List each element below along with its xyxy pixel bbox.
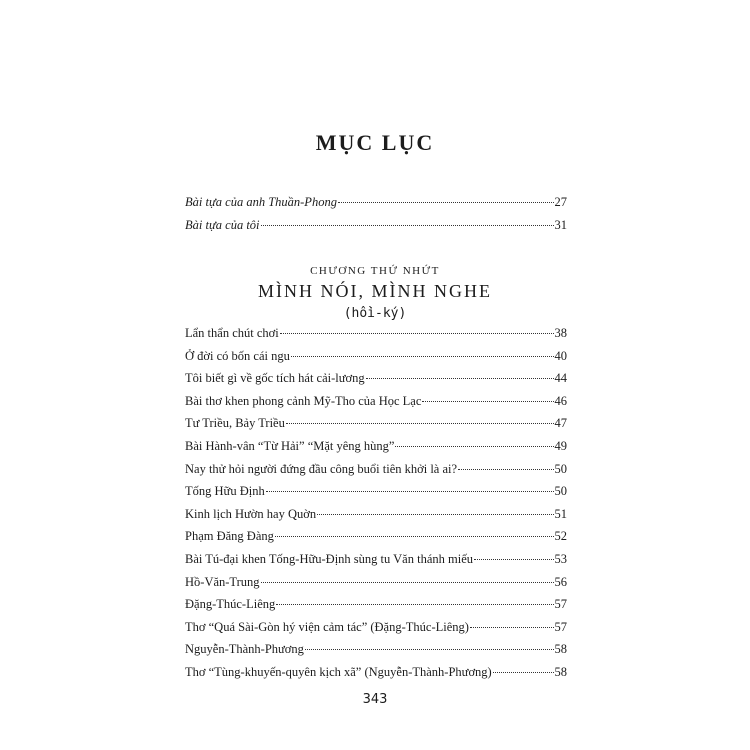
toc-entry — [185, 416, 567, 439]
toc-entry-title: Kinh lịch Hườn hay Quờn — [185, 506, 317, 521]
toc-entry-title: Nay thử hỏi người đứng đầu công buổi tiên khởi là ai? — [185, 461, 458, 476]
toc-entry-page: 57 — [554, 619, 567, 634]
toc-entry — [185, 529, 567, 552]
toc-entry — [185, 371, 567, 394]
toc-entry — [185, 195, 567, 218]
toc-entry-title: Ở đời có bốn cái ngu — [185, 348, 290, 363]
toc-entry-page: 38 — [554, 326, 567, 340]
toc-entry-page: 52 — [554, 529, 567, 544]
toc-entry-title: Tôi biết gì về gốc tích hát cải-lương — [185, 371, 365, 386]
chapter-toc — [185, 326, 567, 688]
toc-entry — [185, 462, 567, 485]
toc-entry — [185, 575, 567, 598]
toc-entry-page: 50 — [554, 461, 567, 476]
toc-entry-page: 49 — [554, 438, 567, 453]
toc-entry-page: 27 — [554, 195, 567, 209]
page-title: MỤC LỤC — [315, 130, 435, 155]
toc-entry-page: 46 — [554, 393, 567, 408]
toc-entry-page: 53 — [554, 551, 567, 566]
dot-leader — [275, 535, 554, 537]
toc-entry — [185, 218, 567, 241]
dot-leader — [305, 648, 554, 650]
toc-entry-page: 57 — [554, 597, 567, 612]
toc-entry-page: 50 — [554, 484, 567, 499]
chapter-kicker: CHƯƠNG THỨ NHỨT — [310, 265, 440, 277]
toc-entry-title: Thơ “Tùng-khuyến-quyên kịch xã” (Nguyễn-Thành-Phương) — [185, 664, 492, 679]
dot-leader — [366, 377, 554, 379]
chapter-title: MÌNH NÓI, MÌNH NGHE — [258, 281, 492, 301]
toc-entry-title: Bài tựa của tôi — [185, 217, 260, 232]
dot-leader — [395, 445, 553, 447]
page-number: 343 — [362, 692, 388, 707]
toc-entry-page: 40 — [554, 348, 567, 363]
dot-leader — [286, 422, 554, 424]
toc-entry — [185, 507, 567, 530]
toc-entry-title: Thơ “Quá Sài-Gòn hý viện cảm tác” (Đặng-Thúc-Liêng) — [185, 619, 469, 634]
toc-entry — [185, 665, 567, 688]
dot-leader — [338, 201, 554, 203]
dot-leader — [280, 332, 554, 334]
toc-entry-title: Tống Hữu Định — [185, 484, 265, 499]
toc-entry-page: 58 — [554, 642, 567, 657]
dot-leader — [474, 558, 554, 560]
toc-entry-page: 47 — [554, 416, 567, 431]
toc-entry-title: Hồ-Văn-Trung — [185, 574, 260, 589]
toc-entry-page: 58 — [554, 664, 567, 679]
toc-entry — [185, 439, 567, 462]
toc-entry-title: Nguyễn-Thành-Phương — [185, 642, 304, 657]
chapter-subtitle: (hồi-ký) — [343, 306, 407, 321]
toc-entry-page: 51 — [554, 506, 567, 521]
toc-entry-page: 56 — [554, 574, 567, 589]
dot-leader — [422, 400, 553, 402]
toc-entry — [185, 552, 567, 575]
toc-entry — [185, 642, 567, 665]
dot-leader — [470, 626, 554, 628]
dot-leader — [317, 513, 553, 515]
toc-entry-title: Bài Hành-vân “Từ Hải” “Mặt yêng hùng” — [185, 438, 395, 453]
dot-leader — [291, 355, 554, 357]
toc-entry-title: Bài thơ khen phong cảnh Mỹ-Tho của Học Lạc — [185, 393, 422, 408]
dot-leader — [266, 490, 554, 492]
toc-entry — [185, 597, 567, 620]
toc-entry — [185, 394, 567, 417]
toc-entry-page: 44 — [554, 371, 567, 386]
toc-entry-title: Đặng-Thúc-Liêng — [185, 597, 276, 612]
dot-leader — [261, 581, 554, 583]
toc-entry — [185, 326, 567, 349]
toc-entry-page: 31 — [554, 217, 567, 232]
toc-entry-title: Phạm Đăng Đàng — [185, 529, 274, 544]
intro-toc — [185, 195, 567, 240]
toc-entry-title: Tư Triều, Bảy Triều — [185, 416, 285, 431]
toc-entry-title: Lẩn thẩn chút chơi — [185, 326, 279, 340]
dot-leader — [276, 603, 553, 605]
toc-entry-title: Bài Tú-đại khen Tống-Hữu-Định sùng tu Văn thánh miếu — [185, 551, 473, 566]
dot-leader — [458, 468, 553, 470]
dot-leader — [493, 671, 554, 673]
toc-entry — [185, 349, 567, 372]
toc-entry-title: Bài tựa của anh Thuần-Phong — [185, 195, 337, 209]
toc-entry — [185, 484, 567, 507]
dot-leader — [261, 224, 554, 226]
toc-entry — [185, 620, 567, 643]
